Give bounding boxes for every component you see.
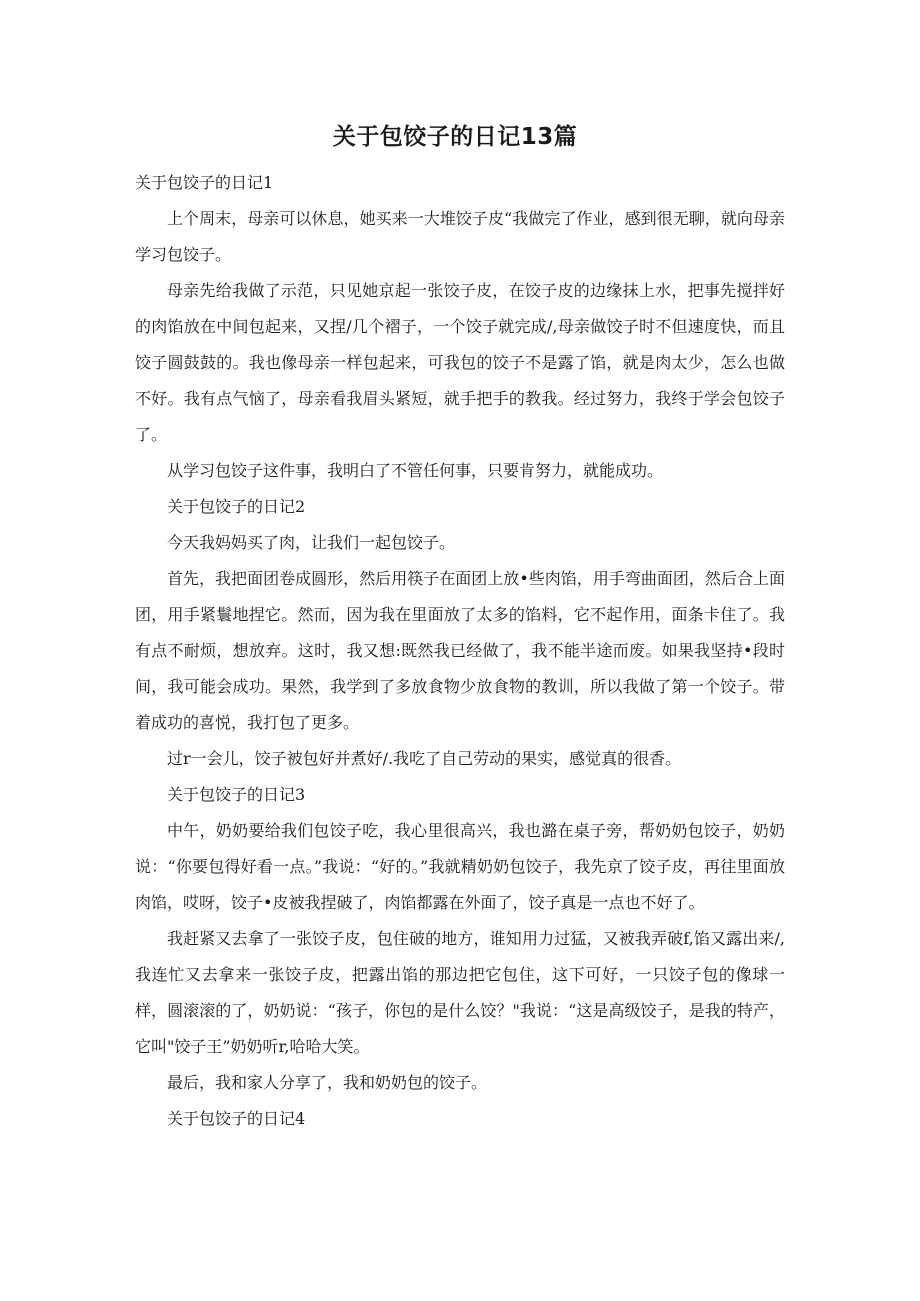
paragraph-3-3: 最后，我和家人分享了，我和奶奶包的饺子。 [167,1073,488,1092]
document-body [135,165,785,1137]
paragraph-1-3: 从学习包饺子这件事，我明白了不管任何事，只要肯努力，就能成功。 [167,461,664,480]
section-heading-2: 关于包饺子的日记2 [167,497,306,516]
paragraph-2-1: 今天我妈妈买了肉，让我们一起包饺子。 [167,533,456,552]
paragraph-2-2: 首先，我把面团卷成圆形，然后用筷子在面团上放•些肉馅，用手弯曲面团，然后合上面团，用手紧鬟地捏它。然而，因为我在里面放了太多的馅料，它不起作用，面条卡住了。我有点不耐烦，想放弃。这时，我又想:既然我已经做了，我不能半途而废。如果我坚持•段时间，我可能会成功。果然，我学到了多放食物少放食物的教训，所以我做了第一个饺子。带着成功的喜悦，我打包了更多。 [135,569,785,732]
section-heading-3: 关于包饺子的日记3 [167,785,306,804]
paragraph-1-2: 母亲先给我做了示范，只见她京起一张饺子皮，在饺子皮的边缘抹上水，把事先搅拌好的肉馅放在中间包起来，又捏/几个褶子，一个饺子就完成/,母亲做饺子时不但速度快，而且饺子圆鼓鼓的。我也像母亲一样包起来，可我包的饺子不是露了馅，就是肉太少，怎么也做不好。我有点气恼了，母亲看我眉头紧短，就手把手的教我。经过努力，我终于学会包饺子了。 [135,281,785,444]
paragraph-3-1: 中午，奶奶要给我们包饺子吃，我心里很高兴，我也潞在桌子旁，帮奶奶包饺子，奶奶说：“你要包得好看一点。”我说：“好的。”我就精奶奶包饺子，我先京了饺子皮，再往里面放肉馅，哎呀，饺子•皮被我捏破了，肉馅都露在外面了，饺子真是一点也不好了。 [135,821,785,912]
paragraph-3-2: 我赶紧又去拿了一张饺子皮，包住破的地方，谁知用力过猛，又被我弄破f,馅又露出来/,我连忙又去拿来一张饺子皮，把露出馅的那边把它包住，这下可好，一只饺子包的像球一样，圆滚滚的了，奶奶说：“孩子，你包的是什么饺？"我说：“这是高级饺子，是我的特产，它叫"饺子王”奶奶听r,哈哈大笑。 [135,929,785,1056]
paragraph-1-1: 上个周末，母亲可以休息，她买来一大堆饺子皮“我做完了作业，感到很无聊，就向母亲学习包饺子。 [135,209,785,264]
section-heading-4: 关于包饺子的日记4 [167,1109,306,1128]
paragraph-2-3: 过r一会儿，饺子被包好并煮好/.我吃了自己劳动的果实，感觉真的很香。 [167,749,682,768]
document-title: 关于包饺子的日记13篇 [332,124,578,150]
section-heading-1: 关于包饺子的日记1 [135,173,274,192]
